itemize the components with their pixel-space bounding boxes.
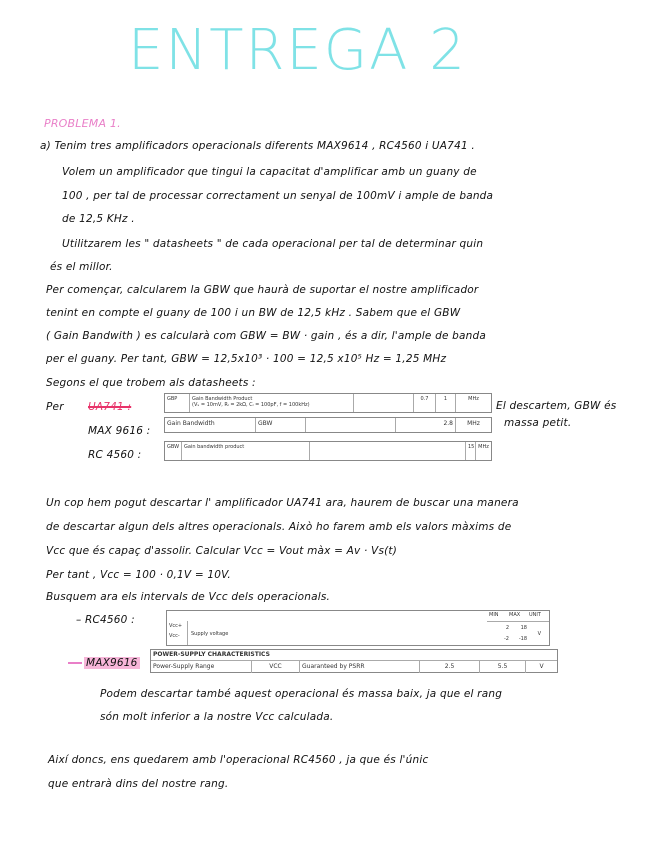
text-line: és el millor. bbox=[50, 261, 113, 273]
max9616-supply-table bbox=[150, 649, 558, 673]
table-cell: GBW bbox=[255, 418, 305, 432]
table-header bbox=[487, 611, 549, 622]
table-row bbox=[151, 660, 557, 673]
text-line: ( Gain Bandwith ) es calcularà com GBW = BW · gain , és a dir, l'ample de banda bbox=[46, 330, 487, 342]
text-line: Així doncs, ens quedarem amb l'operacional RC4560 , ja que és l'únic bbox=[48, 754, 429, 766]
max9616-supply-label bbox=[84, 657, 140, 669]
rc4560-label: RC 4560 : bbox=[88, 449, 142, 461]
table-cell: Power-Supply Range bbox=[153, 663, 215, 670]
text-line: Vcc que és capaç d'assolir. Calcular Vcc = Vout màx = Av · Vs(t) bbox=[46, 545, 398, 557]
table-cell: 0.7 bbox=[413, 394, 435, 412]
text-line: Per començar, calcularem la GBW que haurà de suportar el nostre amplificador bbox=[46, 284, 479, 296]
text-line: Per tant , Vcc = 100 · 0,1V = 10V. bbox=[46, 569, 231, 581]
text-line: Volem un amplificador que tingui la capacitat d'amplificar amb un guany de bbox=[62, 166, 477, 178]
text-line: tenint en compte el guany de 100 i un BW de 12,5 kHz . Sabem que el GBW bbox=[46, 307, 461, 319]
rc4560-supply-table bbox=[166, 610, 550, 646]
rc4560-supply-label: – RC4560 : bbox=[76, 614, 135, 626]
text-line: Busquem ara els intervals de Vcc dels operacionals. bbox=[46, 591, 331, 603]
per-label: Per bbox=[46, 401, 64, 413]
text-line: Un cop hem pogut descartar l' amplificador UA741 ara, haurem de buscar una manera bbox=[46, 497, 519, 509]
table-cell-empty bbox=[305, 418, 395, 432]
text-line: de descartar algun dels altres operacionals. Això ho farem amb els valors màxims de bbox=[46, 521, 512, 533]
pink-dash bbox=[68, 662, 82, 664]
text-line: 100 , per tal de processar correctament un senyal de 100mV i ample de banda bbox=[62, 190, 494, 202]
table-cell: -18 bbox=[518, 636, 527, 642]
table-cell: MHz bbox=[455, 418, 491, 432]
table-cell-param: Gain Bandwidth Product bbox=[192, 396, 253, 402]
table-cell: V bbox=[537, 631, 541, 637]
table-cell: GBP bbox=[167, 396, 178, 402]
highlighted-text: MAX9616 bbox=[86, 657, 138, 669]
table-cell-cond: (Vₛ = 10mV, Rₗ = 2kΩ, Cₗ = 100pF, f = 100kHz) bbox=[192, 402, 310, 408]
text-line: Podem descartar també aquest operacional és massa baix, ja que el rang bbox=[100, 688, 503, 700]
table-cell: 2.5 bbox=[419, 661, 479, 673]
table-cell: 15 bbox=[465, 442, 475, 460]
table-cell: -2 bbox=[504, 636, 509, 642]
discard-note: massa petit. bbox=[504, 417, 572, 429]
ua741-label: UA741 : bbox=[88, 401, 132, 413]
table-cell: 2 bbox=[505, 625, 509, 631]
text-line: que entrarà dins del nostre rang. bbox=[48, 778, 229, 790]
table-cell: 5.5 bbox=[479, 661, 525, 673]
table-cell: VCC bbox=[251, 661, 299, 673]
table-cell-empty bbox=[309, 442, 465, 460]
text-line: a) Tenim tres amplificadors operacionals diferents MAX9614 , RC4560 i UA741 . bbox=[40, 140, 475, 152]
rc4560-gbw-table bbox=[164, 441, 492, 461]
symbol-col bbox=[167, 621, 188, 645]
max9616-label: MAX 9616 : bbox=[88, 425, 151, 437]
problem-heading: PROBLEMA 1. bbox=[44, 117, 121, 130]
table-cell: Supply voltage bbox=[191, 631, 229, 637]
header-max: MAX bbox=[509, 612, 521, 618]
table-cell: Guaranteed by PSRR bbox=[299, 661, 419, 673]
table-cell-empty bbox=[353, 394, 413, 412]
header-min: MIN bbox=[489, 612, 499, 618]
text-line: per el guany. Per tant, GBW = 12,5x10³ · 100 = 12,5 x10⁵ Hz = 1,25 MHz bbox=[46, 353, 447, 365]
table-cell: V bbox=[525, 661, 557, 673]
text-line: de 12,5 KHz . bbox=[62, 213, 135, 225]
table-cell: 1 bbox=[435, 394, 455, 412]
text-line: Segons el que trobem als datasheets : bbox=[46, 377, 256, 389]
table-cell: Vcc+ bbox=[169, 623, 183, 629]
discard-note: El descartem, GBW és bbox=[496, 400, 617, 412]
table-cell bbox=[189, 394, 353, 412]
text-line: Utilitzarem les " datasheets " de cada operacional per tal de determinar quin bbox=[62, 238, 484, 250]
table-cell: Gain bandwidth product bbox=[181, 442, 309, 460]
table-cell: MHz bbox=[475, 442, 491, 460]
table-cell: 2.8 bbox=[395, 418, 455, 432]
table-cell: Vcc- bbox=[169, 633, 180, 639]
page-title: ENTREGA 2 bbox=[128, 18, 467, 83]
table-header: POWER-SUPPLY CHARACTERISTICS bbox=[153, 651, 270, 658]
table-cell: MHz bbox=[455, 394, 491, 412]
table-cell: Gain Bandwidth bbox=[167, 420, 215, 427]
table-cell: 18 bbox=[520, 625, 527, 631]
ua741-gbp-table bbox=[164, 393, 492, 413]
text-line: són molt inferior a la nostre Vcc calculada. bbox=[100, 711, 334, 723]
max9616-gbw-table bbox=[164, 417, 492, 433]
header-unit: UNIT bbox=[529, 612, 541, 618]
table-cell: GBW bbox=[167, 444, 180, 450]
